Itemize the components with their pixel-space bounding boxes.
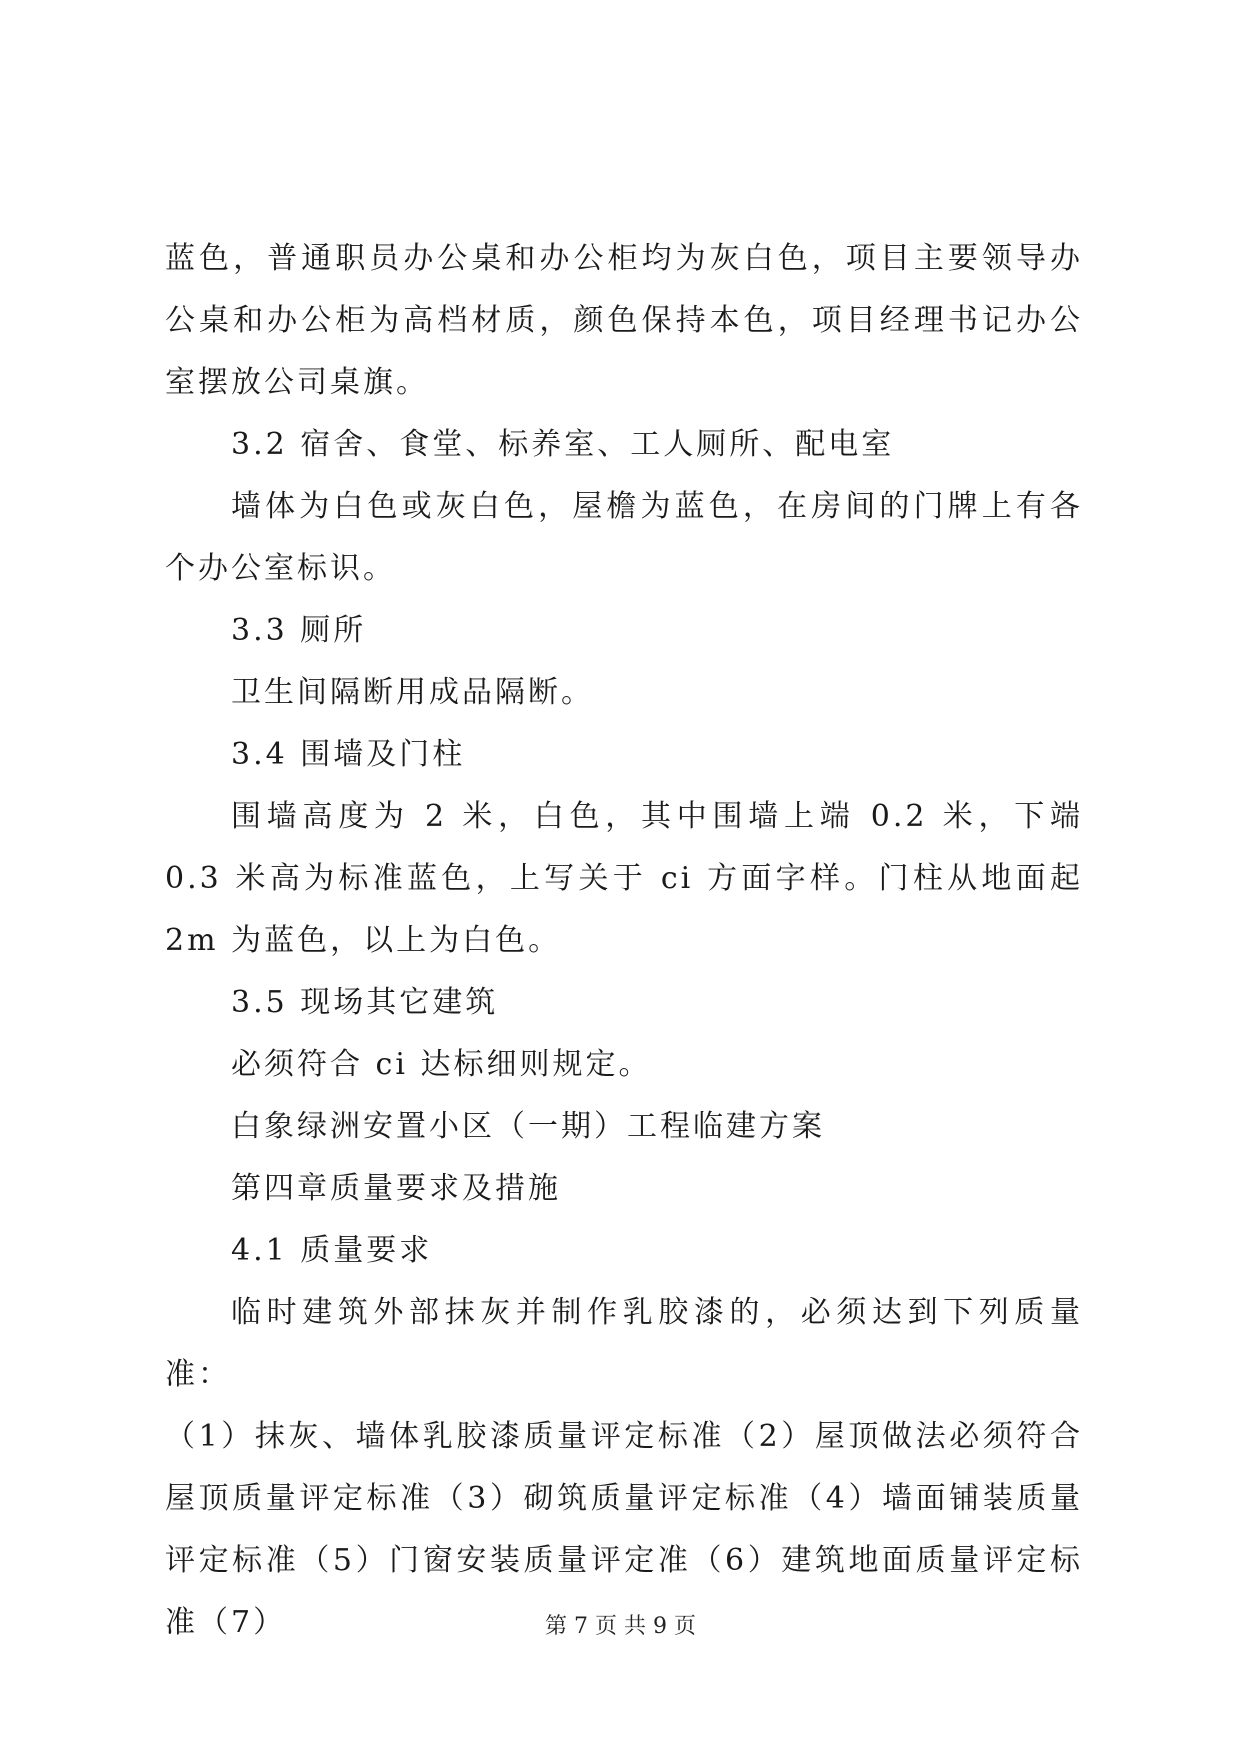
paragraph: 临时建筑外部抹灰并制作乳胶漆的，必须达到下列质量准： [165,1295,1083,1392]
page-footer [0,1612,1241,1642]
section-heading: 4.1 质量要求 [231,1233,433,1268]
section-heading: 3.2 宿舍、食堂、标养室、工人厕所、配电室 [231,427,895,462]
paragraph: 蓝色，普通职员办公桌和办公柜均为灰白色，项目主要领导办公桌和办公柜为高档材质，颜色保持本色，项目经理书记办公室摆放公司桌旗。 [165,241,1083,400]
section-heading: 3.3 厕所 [231,613,367,648]
paragraph: 墙体为白色或灰白色，屋檐为蓝色，在房间的门牌上有各个办公室标识。 [165,489,1083,586]
body-text [165,228,1083,1654]
document-title-line: 白象绿洲安置小区（一期）工程临建方案 [231,1109,825,1144]
section-heading: 3.4 围墙及门柱 [231,737,466,772]
paragraph: 必须符合 ci 达标细则规定。 [231,1047,652,1082]
section-heading: 3.5 现场其它建筑 [231,985,499,1020]
paragraph: （1）抹灰、墙体乳胶漆质量评定标准（2）屋顶做法必须符合屋顶质量评定标准（3）砌筑质量评定标准（4）墙面铺装质量评定标准（5）门窗安装质量评定准（6）建筑地面质量评定标准（7） [165,1419,1083,1640]
page-number: 第 7 页 共 9 页 [545,1614,696,1639]
paragraph: 围墙高度为 2 米，白色，其中围墙上端 0.2 米，下端 0.3 米高为标准蓝色，上写关于 ci 方面字样。门柱从地面起 2m 为蓝色，以上为白色。 [165,799,1083,958]
chapter-heading: 第四章质量要求及措施 [231,1171,561,1206]
paragraph: 卫生间隔断用成品隔断。 [231,675,594,710]
